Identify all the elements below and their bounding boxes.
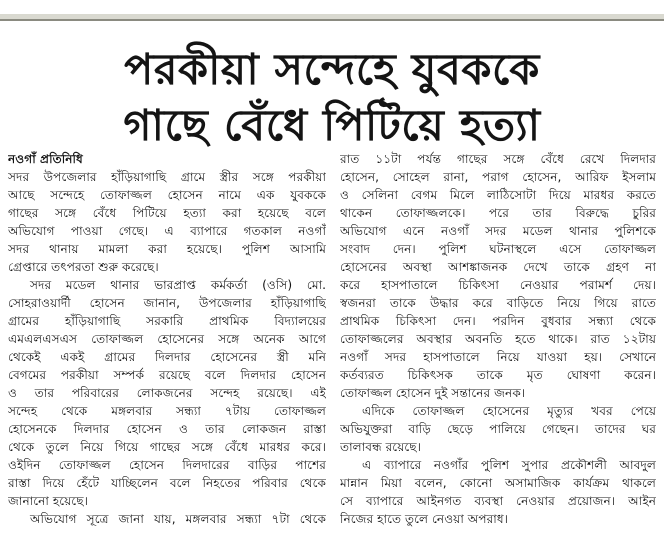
article-line: জানানো হয়েছে। — [8, 494, 88, 508]
article-column-right — [340, 150, 656, 528]
article-line: হোসেনের অবস্থা আশঙ্কাজনক দেখে তাকে গ্রহণ না — [340, 260, 656, 274]
article-line: সদর মডেল থানার ভারপ্রাপ্ত কর্মকর্তা (ওসি) মো. — [30, 278, 326, 292]
article-line: অভিযোগ সূত্রে জানা যায়, মঙ্গলবার সন্ধ্যা ৭টা থেকে — [30, 512, 326, 526]
top-rule-line — [0, 19, 664, 21]
article-line: অভিযোগ পাওয়া গেছে। এ ব্যাপারে গতকাল নওগাঁ — [8, 224, 326, 238]
article-line: তালাবন্ধ রয়েছে। — [340, 440, 422, 454]
article-line: এদিকে তোফাজ্জল হোসেনের মৃত্যুর খবর পেয়ে — [362, 404, 656, 418]
article-line: কর্তব্যরত চিকিৎসক তাকে মৃত ঘোষণা করেন। — [340, 368, 656, 382]
article-line: করে হাসপাতালে চিকিৎসা নেওয়ার পরামর্শ দেয়। — [340, 278, 656, 292]
article-line: তোফাজ্জলের অবস্থার অবনতি হতে থাকে। রাত ১২টায় — [340, 332, 656, 346]
article-column-left — [8, 150, 326, 528]
headline-line-2: গাছে বেঁধে পিটিয়ে হত্যা — [123, 101, 541, 151]
headline — [0, 42, 664, 154]
article-line: সোহরাওয়ার্দী হোসেন জানান, উপজেলার হাঁড়িয়াগাছি — [8, 296, 326, 310]
article-line: ওইদিন তোফাজ্জল হোসেন দিলদারের বাড়ির পাশের — [8, 458, 326, 472]
article-line: অভিযোগ এনে নওগাঁ সদর মডেল থানার পুলিশকে — [340, 224, 656, 238]
article-line: গাছের সঙ্গে বেঁধে পিটিয়ে হত্যা করা হয়েছে বলে — [8, 206, 326, 220]
article-line: থাকেন তোফাজ্জলকে। পরে তার বিরুদ্ধে চুরির — [340, 206, 656, 220]
article-line: সদর উপজেলার হাঁড়িয়াগাছি গ্রামে স্ত্রীর সঙ্গে পরকীয়া — [8, 170, 326, 184]
article-line: স্বজনরা তাকে উদ্ধার করে বাড়িতে নিয়ে গিয়ে রাতে — [340, 296, 656, 310]
byline: নওগাঁ প্রতিনিধি — [8, 152, 83, 166]
article-line: ও তার পরিবারের লোকজনের সন্দেহ রয়েছে। এই — [8, 386, 326, 400]
article-line: রাত ১১টা পর্যন্ত গাছের সঙ্গে বেঁধে রেখে দিলদার — [340, 152, 656, 166]
article-line: রাস্তা দিয়ে হেঁটে যাচ্ছিলেন বলে নিহতের পরিবার থেকে — [8, 476, 326, 490]
article-line: গ্রামের হাঁড়িয়াগাছি সরকারি প্রাথমিক বিদ্যালয়ের — [8, 314, 326, 328]
article-line: অভিযুক্তরা বাড়ি ছেড়ে পালিয়ে গেছেন। তাদের ঘর — [340, 422, 656, 436]
headline-line-1: পরকীয়া সন্দেহে যুবককে — [124, 45, 540, 95]
article-line: এমএলএসএস তোফাজ্জল হোসেনের সঙ্গে অনেক আগে — [8, 332, 326, 346]
article-line: সদর থানায় মামলা করা হয়েছে। পুলিশ আসামি — [8, 242, 326, 256]
article-line: হোসেন, সোহেল রানা, পরাগ হোসেন, আরিফ ইসলাম — [340, 170, 656, 184]
article-line: প্রাথমিক চিকিৎসা দেন। পরদিন বুধবার সন্ধ্যা থেকে — [340, 314, 656, 328]
article-line: নিজের হাতে তুলে নেওয়া অপরাধ। — [340, 512, 509, 526]
article-line: থেকেই একই গ্রামের দিলদার হোসেনের স্ত্রী মনি — [8, 350, 326, 364]
article-line: গ্রেপ্তারে তৎপরতা শুরু করেছে। — [8, 260, 159, 274]
article-line: সন্দেহ থেকে মঙ্গলবার সন্ধ্যা ৭টায় তোফাজ্জল — [8, 404, 326, 418]
article-line: সংবাদ দেন। পুলিশ ঘটনাস্থলে এসে তোফাজ্জল — [340, 242, 656, 256]
article-line: নওগাঁ সদর হাসপাতালে নিয়ে যাওয়া হয়। সেখানে — [340, 350, 656, 364]
article-line: আছে সন্দেহে তোফাজ্জল হোসেন নামে এক যুবককে — [8, 188, 326, 202]
article-line: ও সেলিনা বেগম মিলে লাঠিসোটা দিয়ে মারধর করতে — [340, 188, 656, 202]
article-line: থেকে তুলে নিয়ে গিয়ে গাছের সঙ্গে বেঁধে মারধর করে। — [8, 440, 326, 454]
article-line: মান্নান মিয়া বলেন, কোনো অসামাজিক কার্যক্রম থাকলে — [340, 476, 656, 490]
article-line: এ ব্যাপারে নওগাঁর পুলিশ সুপার প্রকৌশলী আবদুল — [362, 458, 656, 472]
article-line: সে ব্যাপারে আইনগত ব্যবস্থা নেওয়ার প্রয়োজন। আইন — [340, 494, 656, 508]
article-line: বেগমের পরকীয়া সম্পর্ক রয়েছে বলে দিলদার হোসেন — [8, 368, 326, 382]
article-line: তোফাজ্জল হোসেন দুই সন্তানের জনক। — [340, 386, 526, 400]
article-line: হোসেনকে দিলদার হোসেন ও তার লোকজন রাস্তা — [8, 422, 326, 436]
